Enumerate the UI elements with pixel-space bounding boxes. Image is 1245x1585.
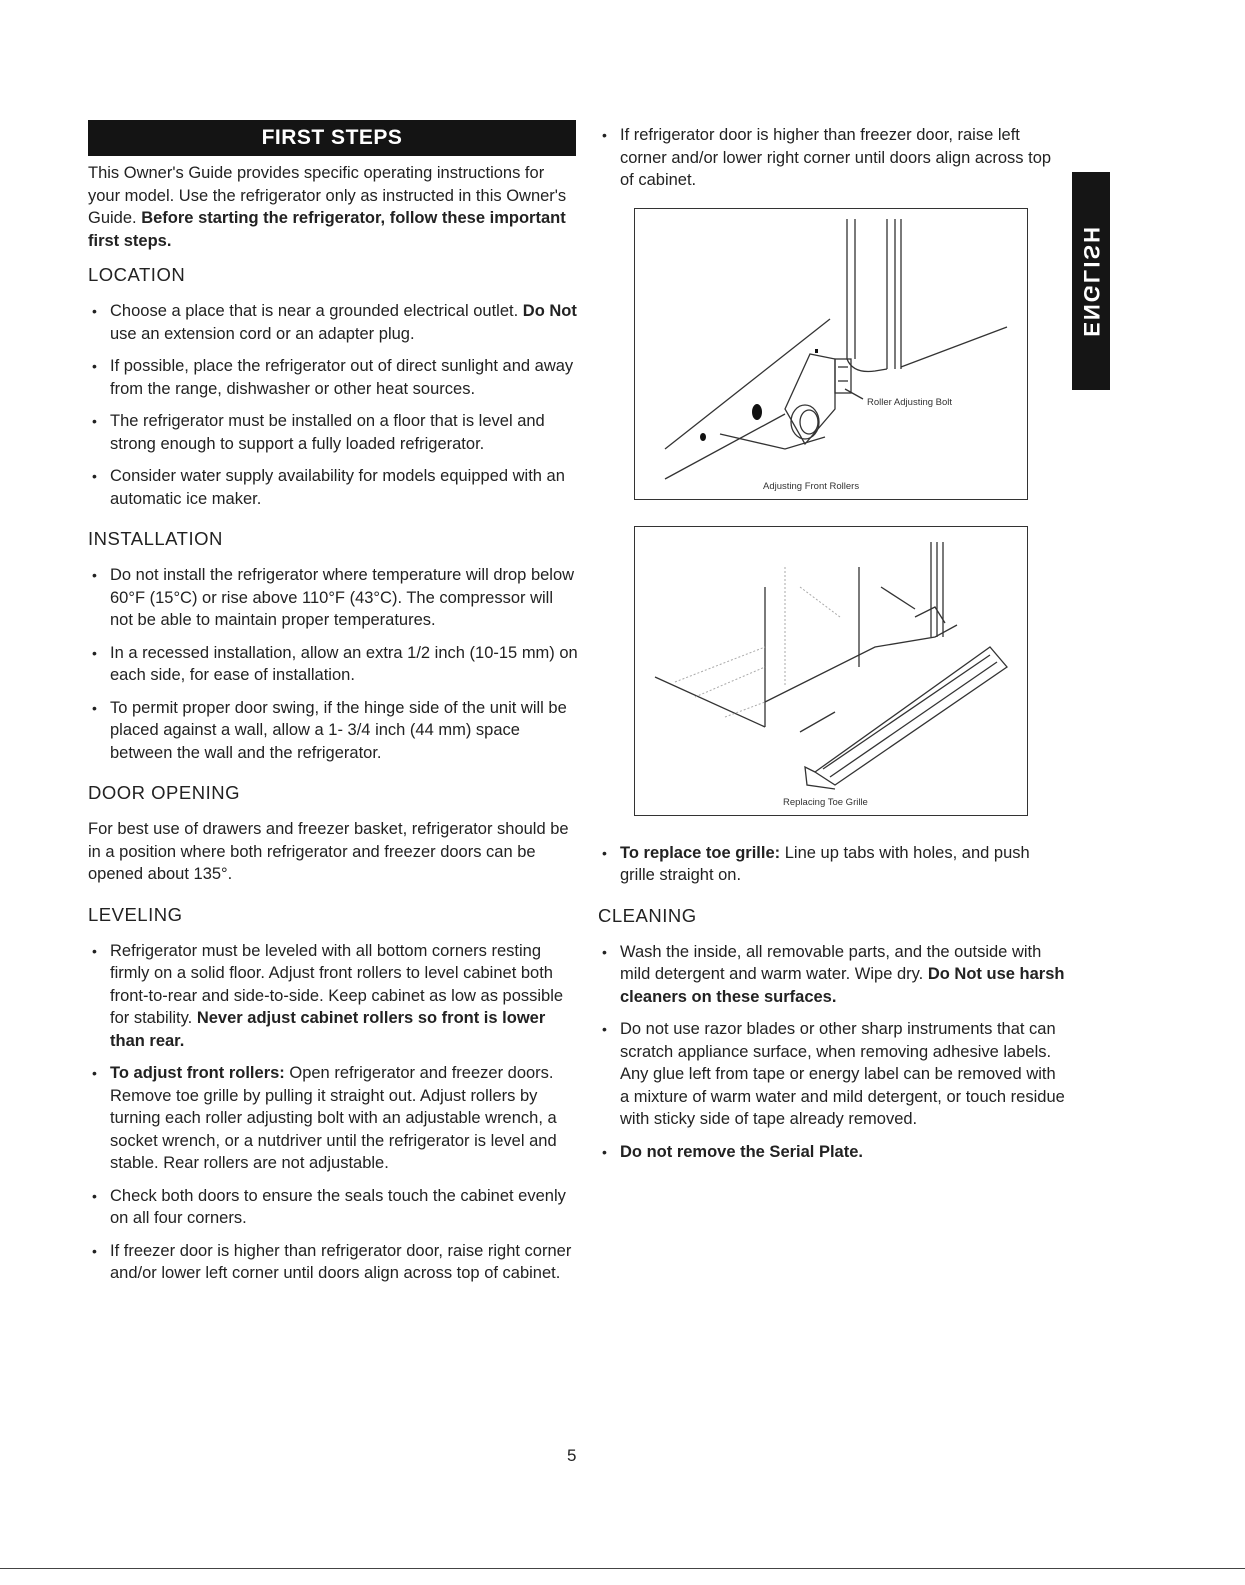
list-item [598, 842, 1068, 887]
figure-caption: Replacing Toe Grille [783, 796, 868, 808]
toe-grille-list [598, 842, 1068, 887]
list-item: • Check both doors to ensure the seals touch the cabinet evenly on all four corners. [88, 1185, 578, 1230]
list-item-text: Wash the inside, all removable parts, and the outside with mild detergent and warm water. Wipe dry. [620, 942, 1042, 983]
list-item: • If refrigerator door is higher than freezer door, raise left corner and/or lower right corner until doors align across top of cabinet. [598, 124, 1068, 192]
adjusting-rollers-figure [634, 208, 1028, 500]
list-item: • If freezer door is higher than refrigerator door, raise right corner and/or lower left corner until doors align across top of cabinet. [88, 1240, 578, 1285]
list-item [88, 300, 578, 345]
intro-paragraph [88, 162, 578, 252]
leveling-list [88, 940, 578, 1285]
language-tab-label: ENGLISH [1079, 225, 1104, 337]
toe-grille-figure [634, 526, 1028, 816]
language-tab [1072, 172, 1110, 390]
leveling-heading: LEVELING [88, 903, 183, 925]
page-number: 5 [567, 1446, 577, 1465]
installation-list [88, 564, 578, 764]
callout-label: Roller Adjusting Bolt [867, 396, 953, 408]
list-item-text: use an extension cord or an adapter plug. [110, 324, 415, 343]
section-banner [88, 120, 576, 156]
list-item-bold: Do Not use harsh cleaners on these surfaces. [620, 965, 1065, 1006]
footer-divider [0, 1568, 1245, 1569]
list-item: • Consider water supply availability for models equipped with an automatic ice maker. [88, 465, 578, 510]
list-item: • Do not install the refrigerator where temperature will drop below 60°F (15°C) or rise above 110°F (43°C). The compressor will not be able to maintain proper temperatures. [88, 564, 578, 632]
installation-heading: INSTALLATION [88, 528, 223, 549]
list-item-text: Choose a place that is near a grounded electrical outlet. [110, 302, 519, 320]
list-item: • To permit proper door swing, if the hinge side of the unit will be placed against a wall, allow a 1- 3/4 inch (44 mm) space between the wall and the refrigerator. [88, 697, 578, 765]
figure-caption: Adjusting Front Rollers [763, 480, 860, 492]
list-item-bold: To replace toe grille: [620, 843, 781, 862]
list-item: • In a recessed installation, allow an extra 1/2 inch (10-15 mm) on each side, for ease of installation. [88, 642, 578, 687]
location-list [88, 300, 578, 510]
list-item-text: Open refrigerator and freezer doors. Remove toe grille by pulling it straight out. Adjust rollers by turning each roller adjusting bolt with an adjustable wrench, a socket wrench, or a nutdriver until the refrigerator is level and stable. Rear rollers are not adjustable. [110, 1064, 557, 1172]
list-item: • If possible, place the refrigerator out of direct sunlight and away from the range, dishwasher or other heat sources. [88, 355, 578, 400]
list-item [88, 1062, 578, 1175]
left-column [88, 120, 578, 1303]
location-heading: LOCATION [88, 264, 186, 285]
leveling-list-continued [598, 124, 1068, 192]
list-item-bold: Do not remove the Serial Plate. [620, 1142, 863, 1161]
list-item-bold: Do Not [522, 302, 577, 320]
list-item [88, 940, 578, 1053]
list-item: • The refrigerator must be installed on a floor that is level and strong enough to support a fully loaded refrigerator. [88, 410, 578, 455]
door-opening-paragraph: For best use of drawers and freezer basket, refrigerator should be in a position where both refrigerator and freezer doors can be opened about 135°. [88, 820, 569, 883]
cleaning-list [598, 941, 1068, 1164]
toe-grille-illustration [635, 527, 1027, 815]
list-item-bold: To adjust front rollers: [110, 1064, 285, 1082]
list-item-text: Refrigerator must be leveled with all bottom corners resting firmly on a solid floor. Adjust front rollers to level cabinet both front-to-rear and side-to-side. Keep cabinet as low as possible for stability. [110, 941, 564, 1027]
door-opening-heading: DOOR OPENING [88, 782, 240, 803]
intro-text: This Owner's Guide provides specific operating instructions for your model. Use the refrigerator only as instructed in this Owner's Guide. [88, 164, 567, 227]
intro-bold-text: Before starting the refrigerator, follow these important first steps. [88, 209, 566, 250]
right-column [598, 124, 1068, 1181]
list-item-text: Line up tabs with holes, and push grille straight on. [620, 843, 1030, 884]
list-item [598, 941, 1068, 1009]
roller-illustration [635, 209, 1027, 499]
list-item: • Do not use razor blades or other sharp instruments that can scratch appliance surface, when removing adhesive labels. Any glue left from tape or energy label can be removed with a mixture of warm water and mild detergent, or touch residue with sticky side of tape already removed. [598, 1018, 1068, 1131]
page-title: FIRST STEPS [261, 126, 403, 149]
list-item [598, 1141, 1068, 1164]
list-item-bold: Never adjust cabinet rollers so front is lower than rear. [110, 1009, 546, 1050]
cleaning-heading: CLEANING [598, 904, 697, 926]
